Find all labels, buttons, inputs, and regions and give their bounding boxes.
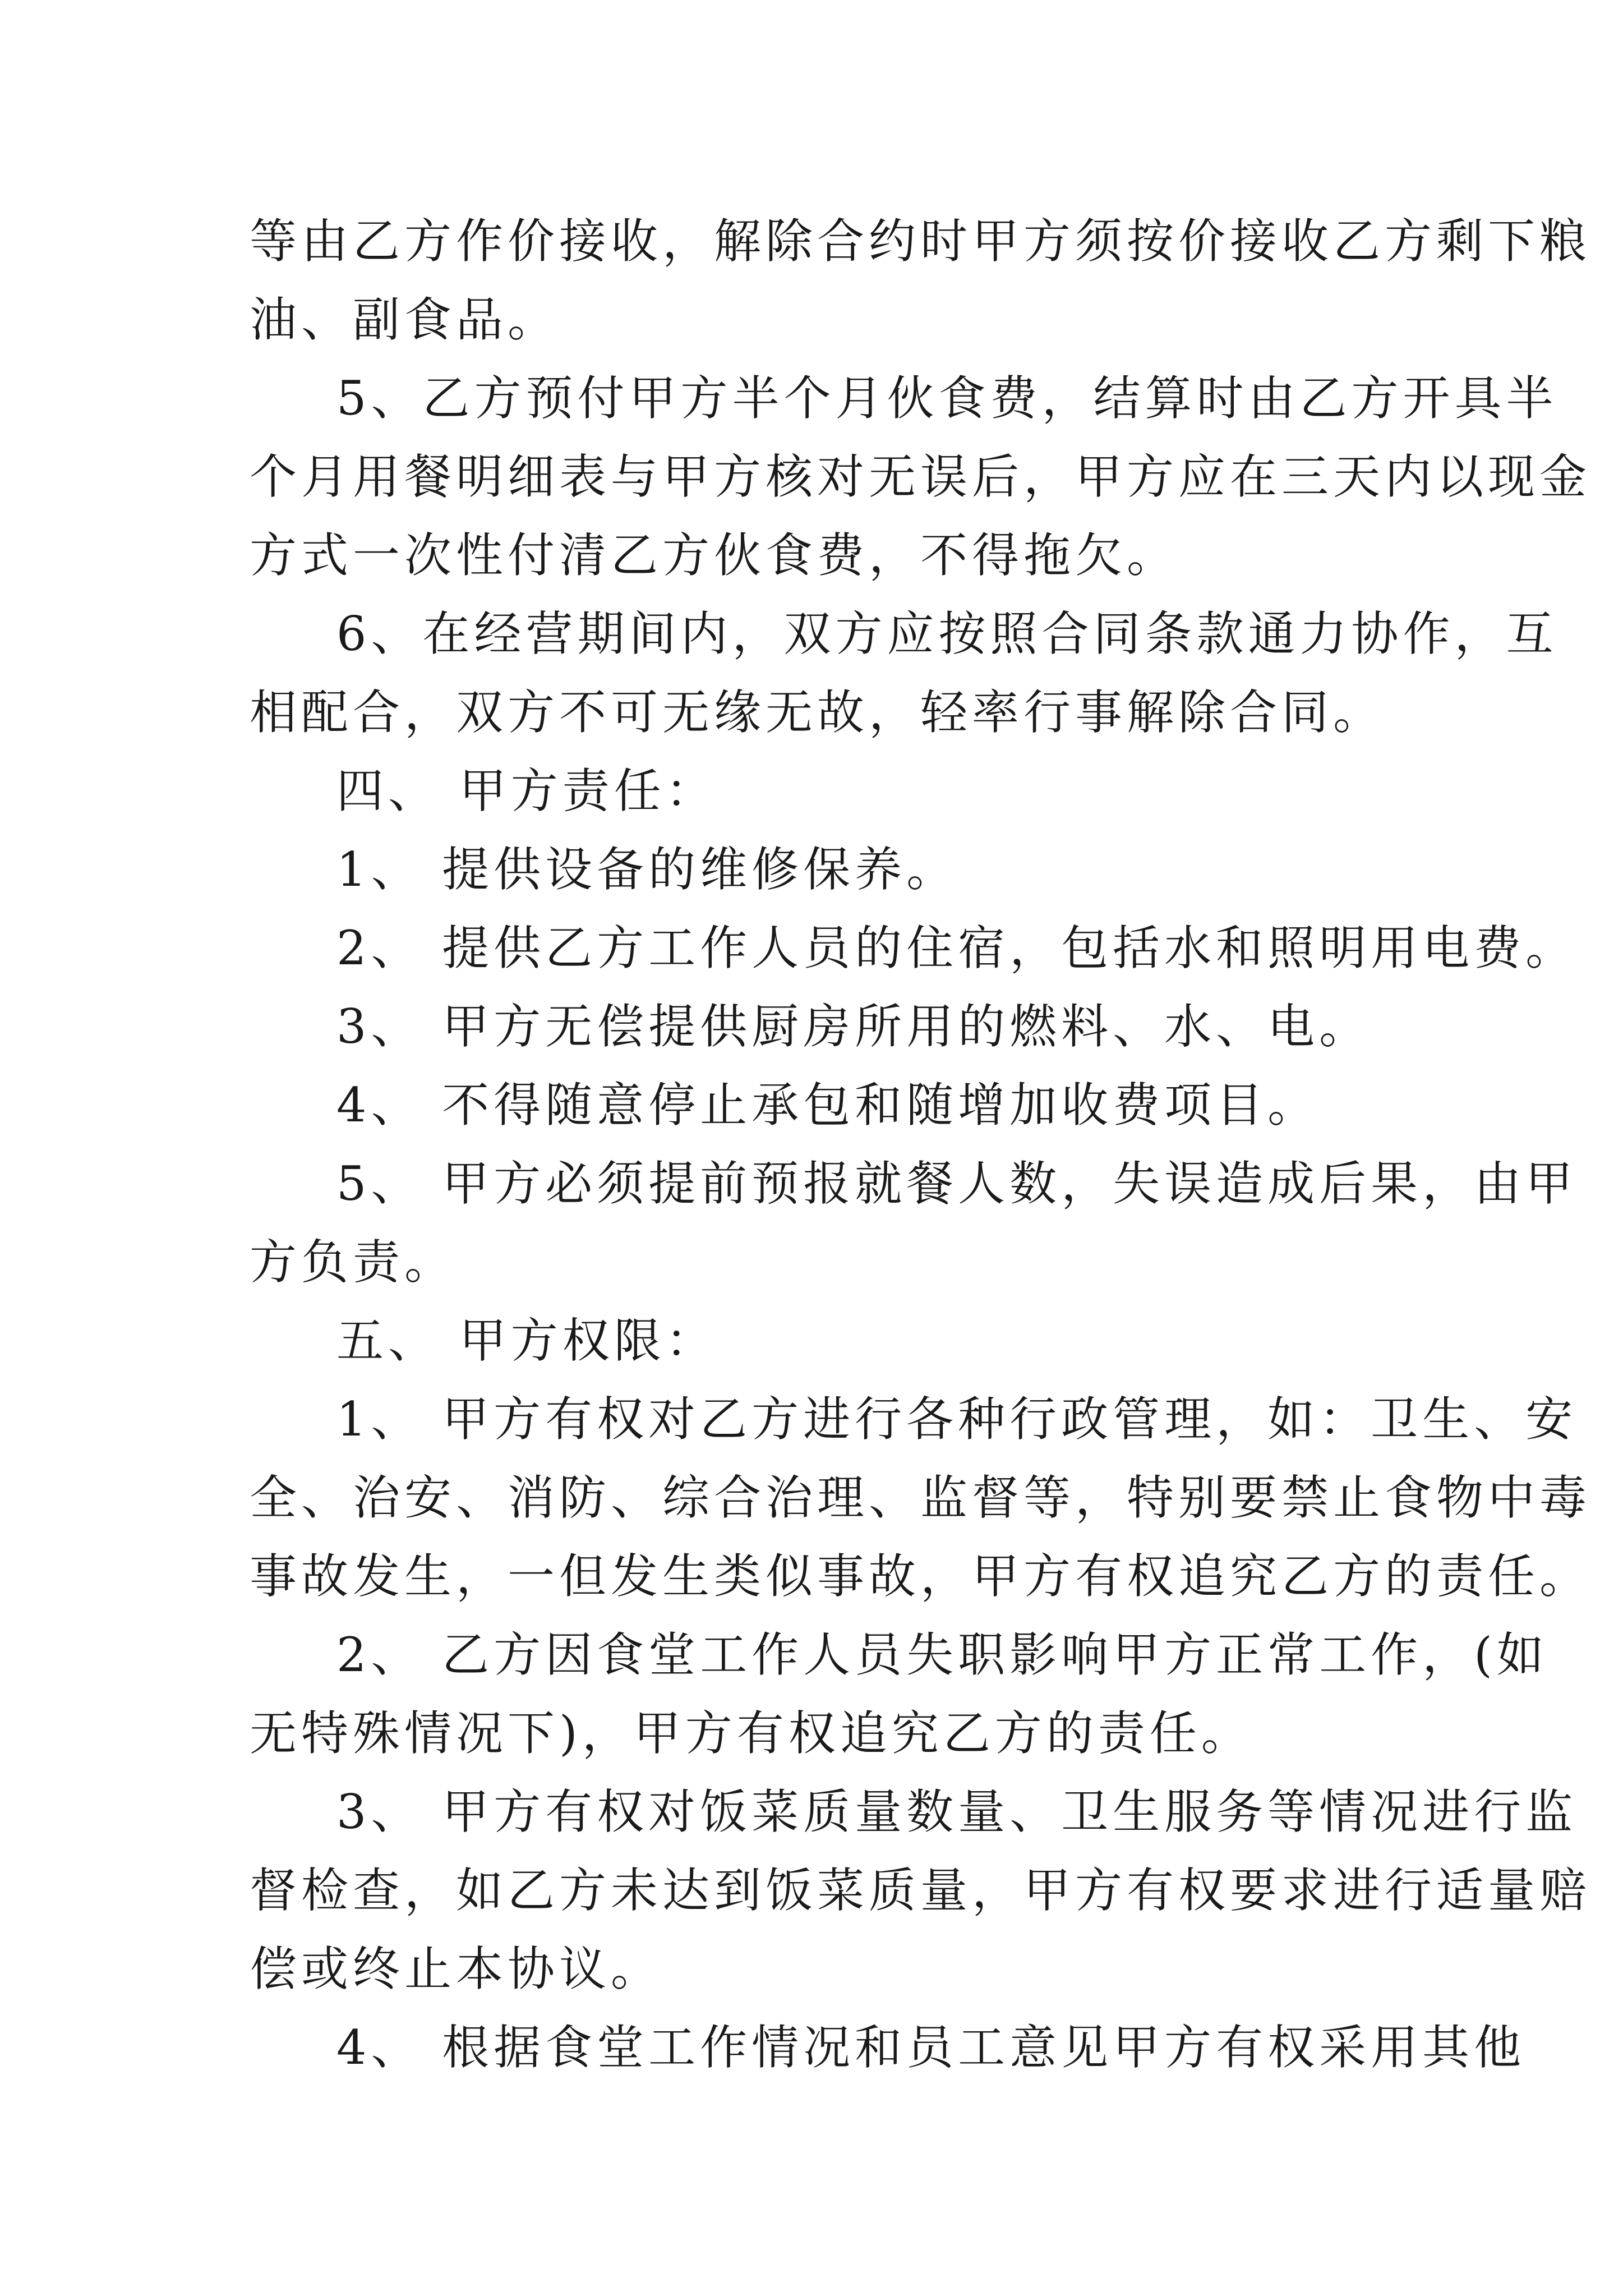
text-line: 偿或终止本协议。 <box>250 1941 663 1996</box>
text-line: 无特殊情况下)，甲方有权追究乙方的责任。 <box>250 1706 1253 1761</box>
text-line: 事故发生，一但发生类似事故，甲方有权追究乙方的责任。 <box>250 1549 1592 1604</box>
text-line: 等由乙方作价接收，解除合约时甲方须按价接收乙方剩下粮 <box>250 214 1592 269</box>
text-line: 6、在经营期间内，双方应按照合同条款通力协作，互 <box>336 606 1558 661</box>
text-line: 4、 不得随意停止承包和随增加收费项目。 <box>336 1078 1320 1133</box>
text-line: 2、 乙方因食堂工作人员失职影响甲方正常工作，(如 <box>336 1627 1548 1682</box>
text-line: 3、 甲方无偿提供厨房所用的燃料、水、电。 <box>336 999 1371 1054</box>
text-line: 方式一次性付清乙方伙食费，不得拖欠。 <box>250 528 1179 583</box>
text-line: 2、 提供乙方工作人员的住宿，包括水和照明用电费。 <box>336 921 1578 976</box>
text-line: 4、 根据食堂工作情况和员工意见甲方有权采用其他 <box>336 2020 1526 2075</box>
section-heading: 五、 甲方权限： <box>336 1313 717 1368</box>
text-line: 3、 甲方有权对饭菜质量数量、卫生服务等情况进行监 <box>336 1784 1578 1839</box>
text-line: 相配合，双方不可无缘无故，轻率行事解除合同。 <box>250 685 1385 740</box>
text-line: 个月用餐明细表与甲方核对无误后，甲方应在三天内以现金 <box>250 449 1592 504</box>
section-heading: 四、 甲方责任： <box>336 763 717 818</box>
text-line: 督检查，如乙方未达到饭菜质量，甲方有权要求进行适量赔 <box>250 1863 1592 1918</box>
text-line: 5、乙方预付甲方半个月伙食费，结算时由乙方开具半 <box>336 371 1558 426</box>
text-line: 方负责。 <box>250 1235 457 1290</box>
text-line: 油、副食品。 <box>250 292 560 347</box>
text-line: 全、治安、消防、综合治理、监督等，特别要禁止食物中毒 <box>250 1470 1592 1525</box>
text-line: 1、 提供设备的维修保养。 <box>336 842 958 897</box>
text-line: 1、 甲方有权对乙方进行各种行政管理，如：卫生、安 <box>336 1392 1578 1447</box>
text-line: 5、 甲方必须提前预报就餐人数，失误造成后果，由甲 <box>336 1156 1578 1211</box>
